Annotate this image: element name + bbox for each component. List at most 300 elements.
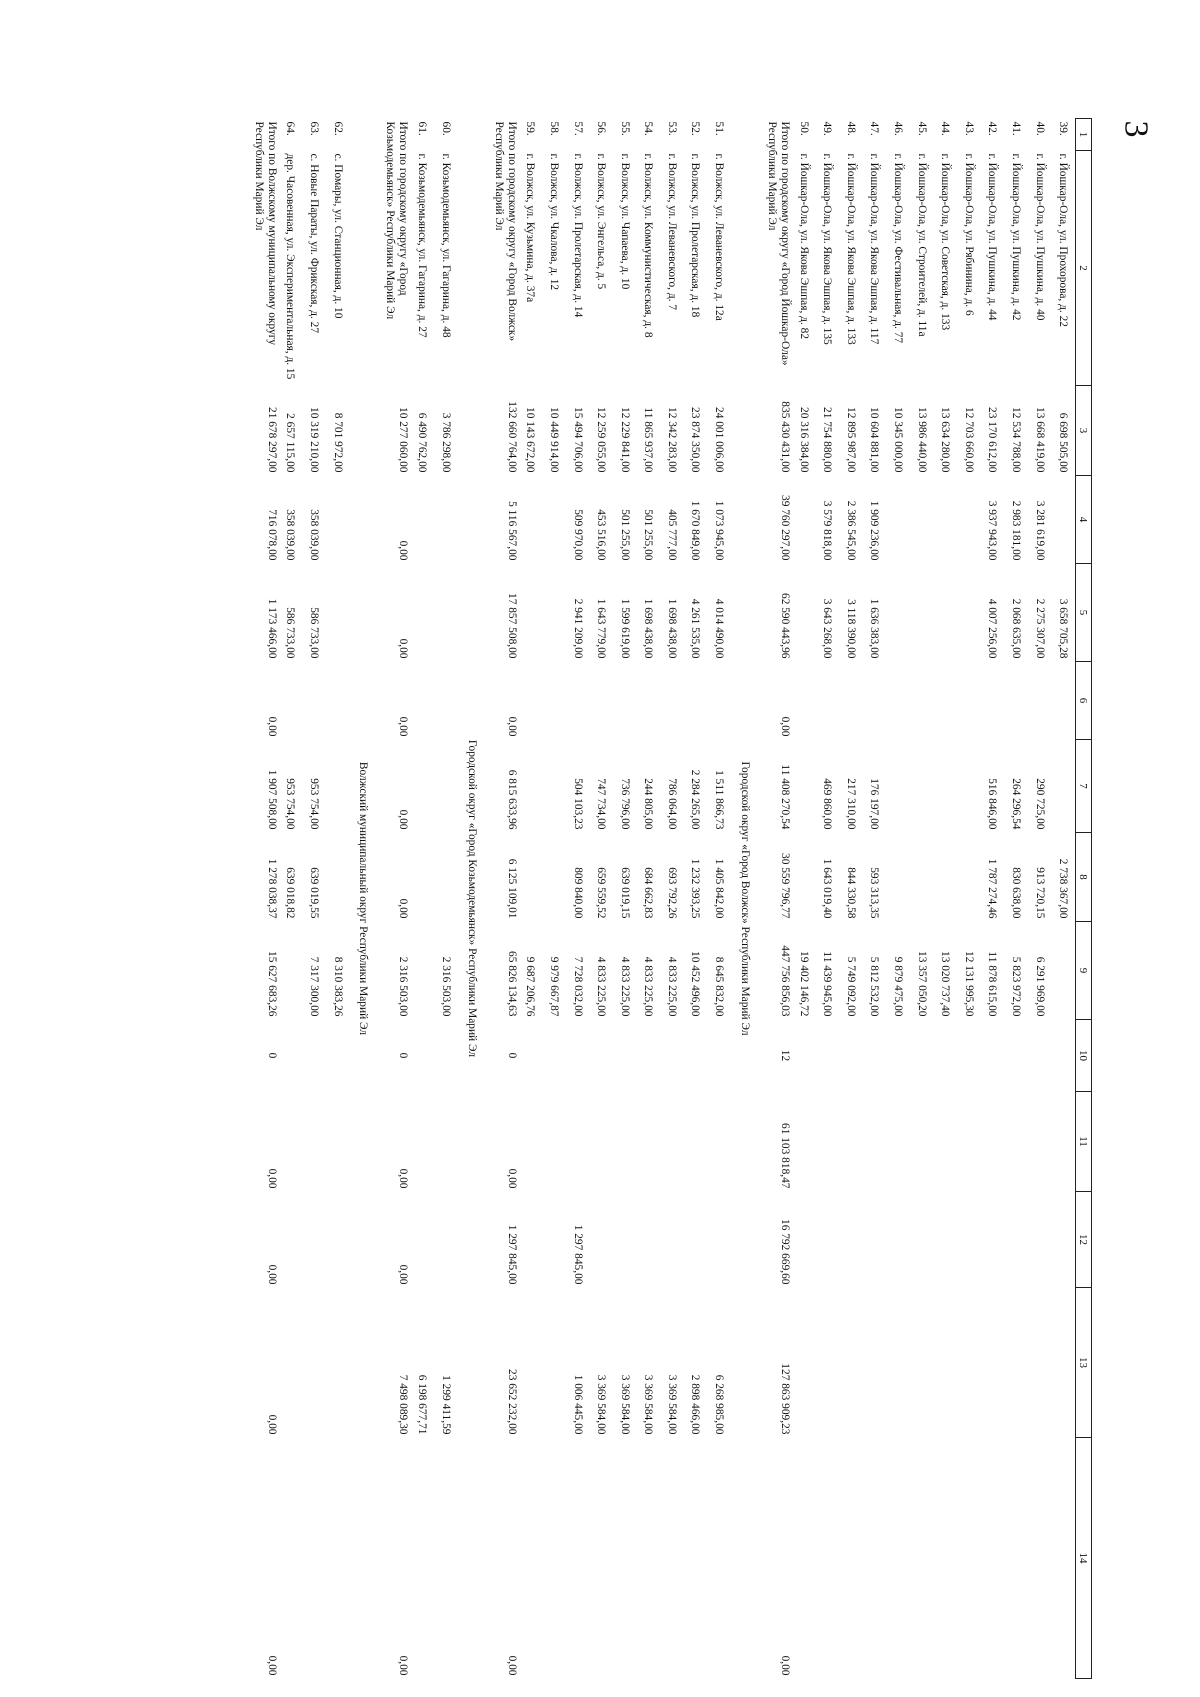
value-cell: 176 197,00: [868, 778, 881, 830]
value-cell: [410, 1020, 434, 1092]
value-cell: [957, 662, 981, 740]
value-cell: 6 198 677,71: [416, 1374, 429, 1435]
value-cell: [566, 1438, 590, 1679]
header-cell: 8: [1076, 833, 1092, 922]
value-cell: [839, 1192, 863, 1288]
table-row: [434, 119, 458, 1679]
header-cell: 13: [1076, 1288, 1092, 1438]
value-cell: 1 670 849,00: [689, 500, 702, 561]
value-cell: 684 662,83: [642, 867, 655, 919]
value-cell: [326, 476, 350, 564]
value-cell: 0: [397, 1052, 410, 1059]
value-cell: [933, 1438, 957, 1679]
address-cell: г. Йошкар-Ола, ул. Якова Эшпая, д. 117: [868, 153, 881, 345]
value-cell: [589, 662, 613, 740]
address-cell: с. Помары, ул. Станционная, д. 10: [331, 153, 344, 319]
value-cell: 736 796,00: [618, 778, 631, 830]
value-cell: [542, 564, 566, 662]
value-cell: [933, 1020, 957, 1092]
value-cell: 809 840,00: [571, 867, 584, 919]
value-cell: 593 313,35: [868, 867, 881, 919]
value-cell: 0,00: [265, 1168, 278, 1189]
value-cell: [542, 740, 566, 833]
total-row: [246, 119, 279, 1679]
value-cell: [886, 740, 910, 833]
value-cell: 2 738 367,00: [1057, 858, 1070, 919]
value-cell: 16 792 669,60: [778, 1219, 791, 1285]
value-cell: 13 020 737,40: [939, 951, 952, 1017]
table-row: [707, 119, 731, 1679]
value-cell: [707, 1438, 731, 1679]
value-cell: 2 068 635,00: [1010, 598, 1023, 659]
value-cell: 6 490 762,00: [416, 412, 429, 473]
value-cell: [1028, 1020, 1052, 1092]
value-cell: [792, 1020, 816, 1092]
row-number: 63.: [307, 121, 320, 136]
value-cell: [863, 1438, 887, 1679]
value-cell: 3 658 705,28: [1057, 598, 1070, 659]
value-cell: 1 698 438,00: [665, 598, 678, 659]
table-row: [1004, 119, 1028, 1679]
value-cell: [302, 1438, 326, 1679]
table-row: [1051, 119, 1075, 1679]
value-cell: [326, 1020, 350, 1092]
value-cell: [910, 662, 934, 740]
value-cell: 835 430 431,00: [778, 401, 791, 473]
value-cell: [792, 662, 816, 740]
row-number: 48.: [844, 121, 857, 136]
value-cell: [589, 1092, 613, 1192]
value-cell: 1 643 019,40: [821, 858, 834, 919]
address-cell: г. Волжск, ул. Коммунистическая, д. 8: [642, 153, 655, 338]
value-cell: 1 173 466,00: [265, 598, 278, 659]
address-cell: г. Йошкар-Ола, ул. Пушкина, д. 42: [1010, 153, 1023, 321]
value-cell: [684, 1020, 708, 1092]
value-cell: [1028, 1092, 1052, 1192]
value-cell: [302, 1092, 326, 1192]
value-cell: [792, 564, 816, 662]
value-cell: [613, 1020, 637, 1092]
value-cell: [279, 1192, 303, 1288]
value-cell: 7 728 032,00: [571, 956, 584, 1017]
value-cell: 0,00: [397, 716, 410, 737]
value-cell: 12: [778, 1049, 791, 1062]
value-cell: [933, 1288, 957, 1438]
value-cell: [839, 1092, 863, 1192]
address-cell: г. Волжск, ул. Энгельса, д. 5: [595, 153, 608, 290]
value-cell: [886, 1438, 910, 1679]
value-cell: 9 687 206,76: [524, 956, 537, 1017]
header-row: [1076, 119, 1092, 1679]
value-cell: [519, 740, 543, 833]
total-label: Итого по городскому округу «Город Волжск» Республики Марий Эл: [492, 121, 518, 342]
value-cell: [792, 1288, 816, 1438]
row-number: 43.: [962, 121, 975, 136]
value-cell: 7 317 300,00: [307, 956, 320, 1017]
value-cell: [279, 922, 303, 1020]
table-row: [660, 119, 684, 1679]
value-cell: 11 878 615,00: [986, 951, 999, 1017]
value-cell: [886, 1192, 910, 1288]
value-cell: 10 345 000,00: [892, 407, 905, 473]
value-cell: [707, 1192, 731, 1288]
value-cell: [542, 662, 566, 740]
value-cell: 23 652 232,00: [505, 1369, 518, 1435]
value-cell: [792, 1092, 816, 1192]
value-cell: [933, 564, 957, 662]
value-cell: [1051, 476, 1075, 564]
address-cell: г. Йошкар-Ола, ул. Якова Эшпая, д. 133: [844, 153, 857, 345]
value-cell: 1 643 779,00: [595, 598, 608, 659]
value-cell: 0,00: [265, 716, 278, 737]
value-cell: 953 754,00: [307, 778, 320, 830]
value-cell: 0,00: [397, 1168, 410, 1189]
address-cell: г. Йошкар-Ола, ул. Прохорова, д. 22: [1057, 153, 1070, 327]
value-cell: [1051, 1438, 1075, 1679]
value-cell: 3 369 584,00: [618, 1374, 631, 1435]
value-cell: [957, 476, 981, 564]
value-cell: 1 297 845,00: [571, 1224, 584, 1285]
value-cell: [566, 662, 590, 740]
value-cell: 10 449 914,00: [547, 407, 560, 473]
row-number: 60.: [439, 121, 452, 136]
value-cell: 3 118 390,00: [844, 599, 857, 659]
address-cell: г. Йошкар-Ола, ул. Рябинина, д. 6: [962, 153, 975, 316]
value-cell: 20 316 384,00: [797, 407, 810, 473]
value-cell: 1 232 393,25: [689, 858, 702, 919]
value-cell: [815, 1438, 839, 1679]
address-cell: г. Волжск, ул. Леваневского, д. 7: [665, 153, 678, 311]
row-number: 51.: [713, 121, 726, 136]
table-row: [589, 119, 613, 1679]
value-cell: 5 116 567,00: [505, 501, 518, 561]
value-cell: [863, 1192, 887, 1288]
value-cell: [410, 662, 434, 740]
value-cell: 786 064,00: [665, 778, 678, 830]
address-cell: г. Волжск, ул. Леваневского, д. 12а: [713, 153, 726, 321]
value-cell: 453 516,00: [595, 509, 608, 561]
value-cell: [684, 662, 708, 740]
table-row: [933, 119, 957, 1679]
value-cell: [434, 1092, 458, 1192]
value-cell: 0,00: [397, 1264, 410, 1285]
value-cell: [933, 1192, 957, 1288]
value-cell: [1004, 1438, 1028, 1679]
value-cell: [981, 1092, 1005, 1192]
value-cell: [707, 1092, 731, 1192]
value-cell: [933, 740, 957, 833]
value-cell: 6 291 969,00: [1033, 956, 1046, 1017]
value-cell: [660, 1092, 684, 1192]
value-cell: 4 833 225,00: [595, 956, 608, 1017]
header-cell: 10: [1076, 1020, 1092, 1092]
value-cell: [1004, 662, 1028, 740]
value-cell: 1 909 236,00: [868, 500, 881, 561]
value-cell: [410, 564, 434, 662]
value-cell: [839, 1288, 863, 1438]
table-row: [839, 119, 863, 1679]
value-cell: 6 125 109,01: [505, 858, 518, 919]
value-cell: [1028, 1438, 1052, 1679]
row-number: 49.: [821, 121, 834, 136]
row-number: 54.: [642, 121, 655, 136]
value-cell: 405 777,00: [665, 509, 678, 561]
row-number: 53.: [665, 121, 678, 136]
value-cell: [613, 1092, 637, 1192]
value-cell: [886, 476, 910, 564]
value-cell: 1 636 383,00: [868, 598, 881, 659]
value-cell: 659 559,52: [595, 867, 608, 919]
value-cell: 12 229 841,00: [618, 407, 631, 473]
value-cell: 3 937 943,00: [986, 500, 999, 561]
value-cell: 21 678 297,00: [265, 407, 278, 473]
header-cell: 1: [1076, 119, 1092, 151]
value-cell: 5 812 532,00: [868, 956, 881, 1017]
value-cell: 3 281 619,00: [1033, 500, 1046, 561]
value-cell: [863, 1020, 887, 1092]
value-cell: [302, 1020, 326, 1092]
value-cell: 4 261 535,00: [689, 598, 702, 659]
section-title: Городской округ «Город Козьмодемьянск» Республики Марий Эл: [465, 739, 478, 1058]
value-cell: 639 019,55: [307, 867, 320, 919]
row-number: 56.: [595, 121, 608, 136]
value-cell: [637, 1020, 661, 1092]
section-title: Волжский муниципальный округ Республики Марий Эл: [357, 761, 370, 1036]
address-cell: г. Волжск, ул. Пролетарская, д. 14: [571, 153, 584, 318]
value-cell: 1 278 038,37: [265, 858, 278, 919]
value-cell: 913 720,15: [1033, 867, 1046, 919]
table-row: [410, 119, 434, 1679]
total-row: [377, 119, 410, 1679]
value-cell: 0,00: [265, 1655, 278, 1676]
value-cell: 2 316 503,00: [439, 956, 452, 1017]
value-cell: 39 760 297,00: [778, 495, 791, 561]
value-cell: [326, 833, 350, 922]
value-cell: [886, 1288, 910, 1438]
value-cell: [792, 1192, 816, 1288]
value-cell: [981, 1438, 1005, 1679]
value-cell: [863, 1288, 887, 1438]
value-cell: 15 494 706,00: [571, 407, 584, 473]
value-cell: [815, 1020, 839, 1092]
value-cell: 586 733,00: [284, 607, 297, 659]
value-cell: [434, 740, 458, 833]
header-cell: 9: [1076, 922, 1092, 1020]
value-cell: [933, 662, 957, 740]
value-cell: [792, 740, 816, 833]
value-cell: [910, 833, 934, 922]
address-cell: г. Волжск, ул. Чапаева, д. 10: [618, 153, 631, 290]
value-cell: [542, 476, 566, 564]
value-cell: [863, 1092, 887, 1192]
row-number: 62.: [331, 121, 344, 136]
value-cell: 7 498 089,30: [397, 1374, 410, 1435]
page-number: 3: [1117, 120, 1155, 138]
value-cell: 17 857 508,00: [505, 593, 518, 659]
value-cell: 3 786 298,00: [439, 412, 452, 473]
value-cell: [684, 1438, 708, 1679]
value-cell: [637, 1192, 661, 1288]
address-cell: г. Йошкар-Ола, ул. Фестивальная, д. 77: [892, 153, 905, 344]
value-cell: 3 643 268,00: [821, 598, 834, 659]
value-cell: 516 846,00: [986, 778, 999, 830]
table-row: [613, 119, 637, 1679]
table-row: [815, 119, 839, 1679]
value-cell: 2 898 466,00: [689, 1374, 702, 1435]
value-cell: [519, 476, 543, 564]
value-cell: [326, 564, 350, 662]
table-row: [566, 119, 590, 1679]
total-label: Итого по городскому округу «Город Козьмодемьянск» Республики Марий Эл: [384, 121, 410, 320]
value-cell: 0,00: [397, 898, 410, 919]
value-cell: 65 826 134,63: [505, 951, 518, 1017]
address-cell: г. Йошкар-Ола, ул. Якова Эшпая, д. 135: [821, 153, 834, 345]
value-cell: [566, 1020, 590, 1092]
section-row: [731, 119, 759, 1679]
value-cell: [707, 1020, 731, 1092]
value-cell: 747 734,00: [595, 778, 608, 830]
address-cell: г. Козьмодемьянск, ул. Гагарина, д. 48: [439, 153, 452, 338]
value-cell: [1051, 1092, 1075, 1192]
value-cell: [957, 833, 981, 922]
value-cell: [279, 662, 303, 740]
value-cell: 504 103,23: [571, 778, 584, 830]
value-cell: 9 879 475,00: [892, 956, 905, 1017]
value-cell: [886, 662, 910, 740]
value-cell: 10 604 881,00: [868, 407, 881, 473]
value-cell: 3 369 584,00: [595, 1374, 608, 1435]
value-cell: [886, 1092, 910, 1192]
value-cell: [519, 1092, 543, 1192]
value-cell: [326, 1288, 350, 1438]
value-cell: 2 316 503,00: [397, 956, 410, 1017]
value-cell: 1 787 274,46: [986, 858, 999, 919]
section-title: Городской округ «Город Волжск» Республики Марий Эл: [738, 761, 751, 1036]
value-cell: [542, 833, 566, 922]
value-cell: 0,00: [778, 716, 791, 737]
row-number: 41.: [1010, 121, 1023, 136]
value-cell: [910, 1438, 934, 1679]
value-cell: 4 014 490,00: [713, 598, 726, 659]
value-cell: 13 668 419,00: [1033, 407, 1046, 473]
value-cell: [1051, 740, 1075, 833]
row-number: 44.: [939, 121, 952, 136]
total-row: [486, 119, 519, 1679]
value-cell: [839, 1438, 863, 1679]
value-cell: [1028, 1288, 1052, 1438]
value-cell: 2 983 181,00: [1010, 500, 1023, 561]
value-cell: [326, 1192, 350, 1288]
value-cell: [613, 662, 637, 740]
value-cell: [1051, 1020, 1075, 1092]
value-cell: 2 386 545,00: [844, 500, 857, 561]
value-cell: [279, 1020, 303, 1092]
value-cell: 1 073 945,00: [713, 500, 726, 561]
value-cell: [410, 1192, 434, 1288]
value-cell: [410, 1438, 434, 1679]
table-row: [981, 119, 1005, 1679]
value-cell: 1 299 411,59: [439, 1375, 452, 1435]
budget-table: [246, 118, 1092, 1679]
value-cell: [637, 662, 661, 740]
value-cell: [542, 1092, 566, 1192]
value-cell: [326, 740, 350, 833]
row-number: 58.: [547, 121, 560, 136]
value-cell: 0,00: [397, 540, 410, 561]
value-cell: [886, 564, 910, 662]
value-cell: 11 439 945,00: [821, 951, 834, 1017]
value-cell: [957, 1438, 981, 1679]
address-cell: г. Волжск, ул. Пролетарская, д. 18: [689, 153, 702, 318]
value-cell: 13 634 280,00: [939, 407, 952, 473]
value-cell: 5 749 092,00: [844, 956, 857, 1017]
value-cell: 12 895 987,00: [844, 407, 857, 473]
value-cell: [410, 476, 434, 564]
row-number: 46.: [892, 121, 905, 136]
value-cell: 447 756 856,03: [778, 945, 791, 1017]
value-cell: [613, 1438, 637, 1679]
value-cell: [957, 1020, 981, 1092]
value-cell: [886, 833, 910, 922]
value-cell: [981, 1288, 1005, 1438]
table-row: [886, 119, 910, 1679]
value-cell: [279, 1092, 303, 1192]
header-cell: 14: [1076, 1438, 1092, 1679]
header-cell: 3: [1076, 386, 1092, 476]
header-cell: 2: [1076, 151, 1092, 386]
value-cell: [660, 1438, 684, 1679]
value-cell: 1 297 845,00: [505, 1224, 518, 1285]
address-cell: г. Козьмодемьянск, ул. Гагарина, д. 27: [416, 153, 429, 338]
value-cell: [792, 1438, 816, 1679]
value-cell: 12 131 995,30: [962, 951, 975, 1017]
value-cell: 21 754 880,00: [821, 407, 834, 473]
value-cell: [613, 1192, 637, 1288]
value-cell: [792, 833, 816, 922]
value-cell: [910, 1288, 934, 1438]
value-cell: 469 860,00: [821, 778, 834, 830]
value-cell: [542, 1020, 566, 1092]
value-cell: 8 645 832,00: [713, 956, 726, 1017]
header-cell: 12: [1076, 1192, 1092, 1288]
value-cell: 12 703 660,00: [962, 407, 975, 473]
value-cell: 0,00: [397, 638, 410, 659]
value-cell: [933, 833, 957, 922]
value-cell: 3 369 584,00: [642, 1374, 655, 1435]
value-cell: [981, 662, 1005, 740]
address-cell: г. Йошкар-Ола, ул. Строителей, д. 11а: [915, 153, 928, 337]
value-cell: [839, 1020, 863, 1092]
value-cell: 509 970,00: [571, 509, 584, 561]
value-cell: 1 907 508,00: [265, 769, 278, 830]
value-cell: 15 627 683,26: [265, 951, 278, 1017]
value-cell: [839, 662, 863, 740]
value-cell: 639 018,82: [284, 867, 297, 919]
value-cell: 716 078,00: [265, 509, 278, 561]
value-cell: [792, 476, 816, 564]
row-number: 47.: [868, 121, 881, 136]
value-cell: [326, 1092, 350, 1192]
value-cell: 23 874 350,00: [689, 407, 702, 473]
value-cell: [519, 564, 543, 662]
value-cell: 24 001 006,00: [713, 407, 726, 473]
value-cell: 1 511 866,73: [713, 770, 726, 830]
table-row: [957, 119, 981, 1679]
value-cell: 4 007 256,00: [986, 598, 999, 659]
header-cell: 5: [1076, 564, 1092, 662]
row-number: 57.: [571, 121, 584, 136]
value-cell: [434, 564, 458, 662]
